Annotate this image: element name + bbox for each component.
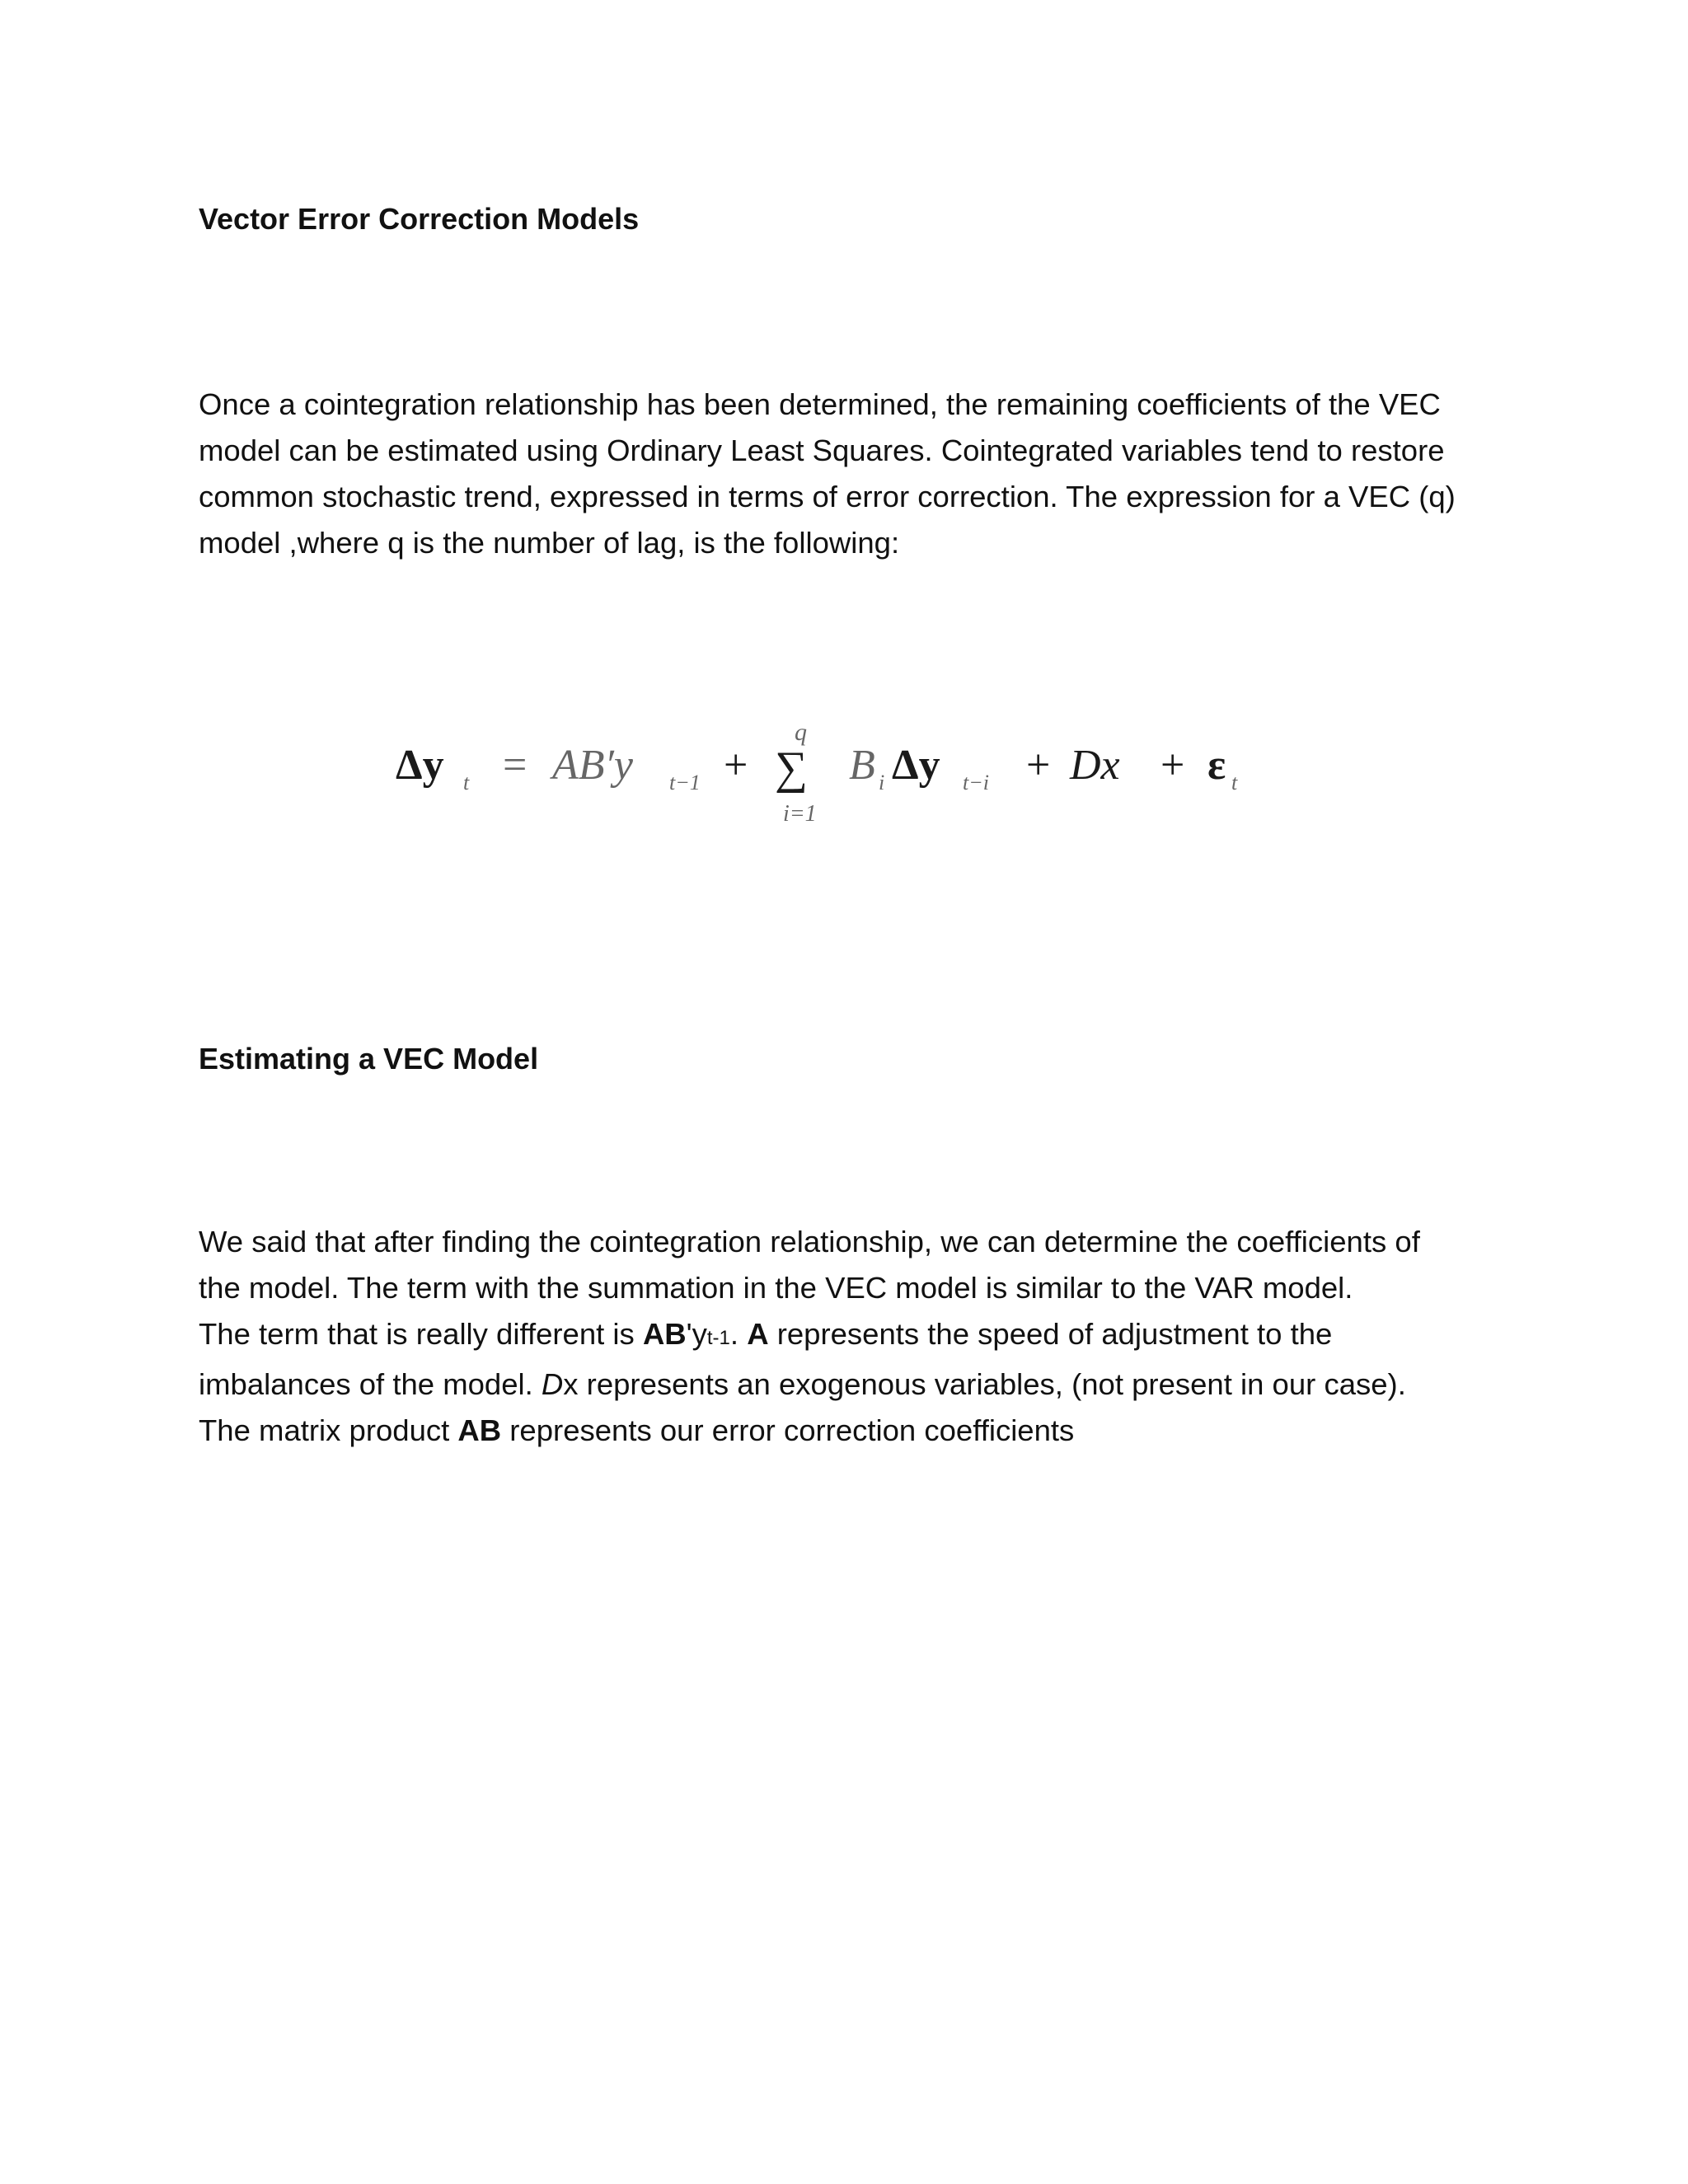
- text-run: .: [729, 1317, 748, 1351]
- eq-equals: =: [503, 742, 528, 789]
- paragraph-line: common stochastic trend, expressed in terms of error correction. The expression for a VEC (q): [199, 480, 1456, 513]
- paragraph-line: [199, 1361, 1484, 1408]
- eq-lhs: Δy: [396, 742, 444, 789]
- italic-term-d: D: [541, 1367, 564, 1401]
- eq-term3: Dx: [1070, 742, 1120, 789]
- eq-term2-dy: Δy: [892, 742, 940, 789]
- text-run: x represents an exogenous variables, (not present in our case).: [563, 1367, 1406, 1401]
- eq-plus-1: +: [724, 742, 748, 789]
- text-run: represents the speed of adjustment to the: [768, 1317, 1333, 1351]
- eq-term2-sub: t−i: [963, 771, 989, 794]
- bold-term-ab: AB: [642, 1317, 687, 1351]
- eq-term4: ε: [1207, 742, 1226, 789]
- vec-equation-svg: [387, 709, 1294, 841]
- eq-term1: AB′y: [552, 742, 633, 789]
- paragraph-line: model ,where q is the number of lag, is the following:: [199, 526, 900, 560]
- eq-plus-2: +: [1026, 742, 1051, 789]
- eq-term4-sub: t: [1231, 771, 1238, 794]
- eq-sum-lower: i=1: [783, 801, 817, 827]
- eq-term2-B: B: [849, 742, 875, 789]
- eq-term2-B-sub: i: [879, 771, 885, 794]
- text-run: The term that is really different is: [199, 1317, 643, 1351]
- paragraph-line: [199, 1408, 1484, 1454]
- bold-term-a: A: [747, 1317, 769, 1351]
- text-run: imbalances of the model.: [199, 1367, 542, 1401]
- paragraph-estimation: [199, 1219, 1484, 1454]
- paragraph-line: We said that after finding the cointegration relationship, we can determine the coefficients of: [199, 1225, 1420, 1258]
- eq-term1-sub: t−1: [669, 771, 701, 794]
- eq-plus-3: +: [1160, 742, 1185, 789]
- paragraph-line: [199, 1311, 1484, 1361]
- paragraph-line: the model. The term with the summation in the VEC model is similar to the VAR model.: [199, 1271, 1353, 1305]
- paragraph-intro: [199, 382, 1484, 566]
- paragraph-line: model can be estimated using Ordinary Least Squares. Cointegrated variables tend to restore: [199, 434, 1445, 467]
- heading-estimating-vec-model: Estimating a VEC Model: [199, 1042, 539, 1076]
- paragraph-line: Once a cointegration relationship has been determined, the remaining coefficients of the VEC: [199, 387, 1441, 421]
- text-run: The matrix product: [199, 1413, 458, 1447]
- bold-term-ab: AB: [457, 1413, 502, 1447]
- text-run: represents our error correction coefficients: [501, 1413, 1075, 1447]
- heading-vector-error-correction-models: Vector Error Correction Models: [199, 202, 640, 236]
- eq-sum-upper: q: [795, 719, 807, 746]
- text-run: 'y: [686, 1317, 707, 1351]
- vec-equation: [387, 709, 1294, 841]
- eq-lhs-sub: t: [463, 771, 470, 794]
- eq-sum-symbol: ∑: [775, 743, 808, 794]
- subscript-t-1: t-1: [706, 1327, 730, 1349]
